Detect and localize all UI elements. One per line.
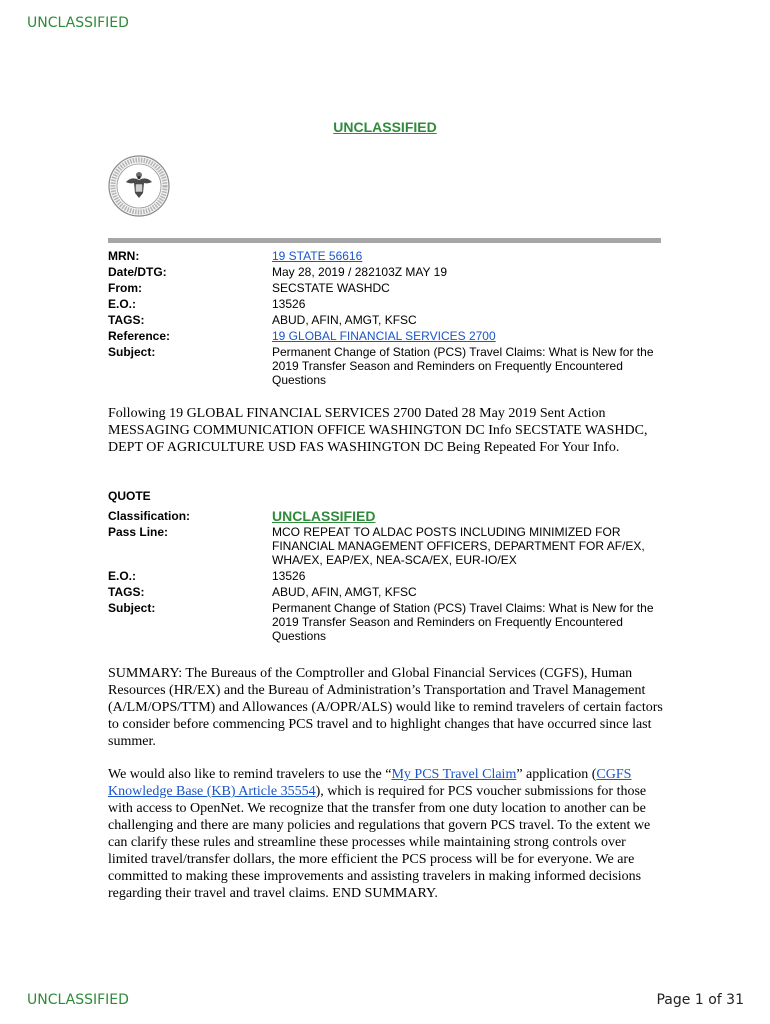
repeat-preamble: Following 19 GLOBAL FINANCIAL SERVICES 2700 Dated 28 May 2019 Sent Action MESSAGING COMMUNICATION OFFICE WASHINGTON DC Info SECSTATE WASHDC, DEPT OF AGRICULTURE USD FAS WASHINGTON DC Being Repeated For Your Info. [108,406,648,455]
pass-line-row [108,525,663,567]
date-row [108,265,663,279]
my-pcs-travel-claim-link[interactable]: My PCS Travel Claim [391,767,517,782]
reference-link[interactable]: 19 GLOBAL FINANCIAL SERVICES 2700 [272,329,496,343]
reference-row [108,329,663,343]
top-classification-marking: UNCLASSIFIED [27,15,129,31]
eo-value: 13526 [272,297,306,311]
subject-value: Permanent Change of Station (PCS) Travel Claims: What is New for the 2019 Transfer Season and Reminders on Frequently Encountered Questions [272,345,654,387]
cgfs-kb-article-link[interactable]: CGFS Knowledge Base (KB) Article 35554 [108,767,632,799]
mrn-link[interactable]: 19 STATE 56616 [272,249,363,263]
bottom-classification-marking: UNCLASSIFIED [27,992,129,1008]
header-divider [108,238,661,243]
department-of-state-seal-icon [108,155,170,217]
pass-line-value: MCO REPEAT TO ALDAC POSTS INCLUDING MINIMIZED FOR FINANCIAL MANAGEMENT OFFICERS, DEPARTMENT FOR AF/EX, WHA/EX, EAP/EX, NEA-SCA/EX, EUR-IO/EX [272,525,645,567]
date-value: May 28, 2019 / 282103Z MAY 19 [272,265,448,279]
quote-subject-row [108,601,663,643]
quote-tags-label: TAGS: [108,585,145,599]
reminder-text-1: We would also like to remind travelers to use the “ [108,767,392,782]
page-of: of [708,992,722,1008]
reminder-paragraph [108,766,668,902]
reminder-text-2: ” application ( [516,767,597,782]
mrn-label: MRN: [108,249,140,263]
tags-value: ABUD, AFIN, AMGT, KFSC [272,313,417,327]
quote-label: QUOTE [108,489,151,503]
page-current: 1 [694,992,704,1008]
quoted-message-fields [108,509,663,645]
classification-row [108,509,663,523]
quote-subject-label: Subject: [108,601,156,615]
quote-eo-label: E.O.: [108,569,137,583]
summary-paragraph: SUMMARY: The Bureaus of the Comptroller and Global Financial Services (CGFS), Human Resources (HR/EX) and the Bureau of Administration’s Transportation and Travel Management (A/LM/OPS/TTM) and Allowances (A/OPR/ALS) would like to remind travelers of certain factors to consider before commencing PCS travel and to highlight changes that have occurred since last summer. [108,666,663,749]
classification-label: Classification: [108,509,191,523]
from-row [108,281,663,295]
classification-value: UNCLASSIFIED [272,508,376,524]
page-word: Page [656,992,691,1008]
pass-line-label: Pass Line: [108,525,169,539]
quote-tags-row [108,585,663,599]
subject-label: Subject: [108,345,156,359]
quote-eo-value: 13526 [272,569,306,583]
eo-label: E.O.: [108,297,137,311]
from-value: SECSTATE WASHDC [272,281,390,295]
subject-row [108,345,663,387]
mrn-row [108,249,663,263]
classification-banner: UNCLASSIFIED [333,119,437,135]
from-label: From: [108,281,142,295]
message-header-fields [108,249,663,389]
eo-row [108,297,663,311]
tags-label: TAGS: [108,313,145,327]
page-total: 31 [726,992,744,1008]
reference-label: Reference: [108,329,171,343]
date-label: Date/DTG: [108,265,167,279]
tags-row [108,313,663,327]
page-number [656,992,744,1008]
quote-subject-value: Permanent Change of Station (PCS) Travel Claims: What is New for the 2019 Transfer Season and Reminders on Frequently Encountered Questions [272,601,654,643]
quote-tags-value: ABUD, AFIN, AMGT, KFSC [272,585,417,599]
quote-eo-row [108,569,663,583]
reminder-text-3: ), which is required for PCS voucher submissions for those with access to OpenNet. We recognize that the transfer from one duty location to another can be challenging and there are many policies and regulations that govern PCS travel. To the extent we can clarify these rules and streamline these processes while maintaining strong controls over limited travel/transfer dollars, the more efficient the PCS process will be for everyone. We are committed to making these improvements and assisting travelers in making informed decisions regarding their travel and travel claims. END SUMMARY. [108,784,651,901]
